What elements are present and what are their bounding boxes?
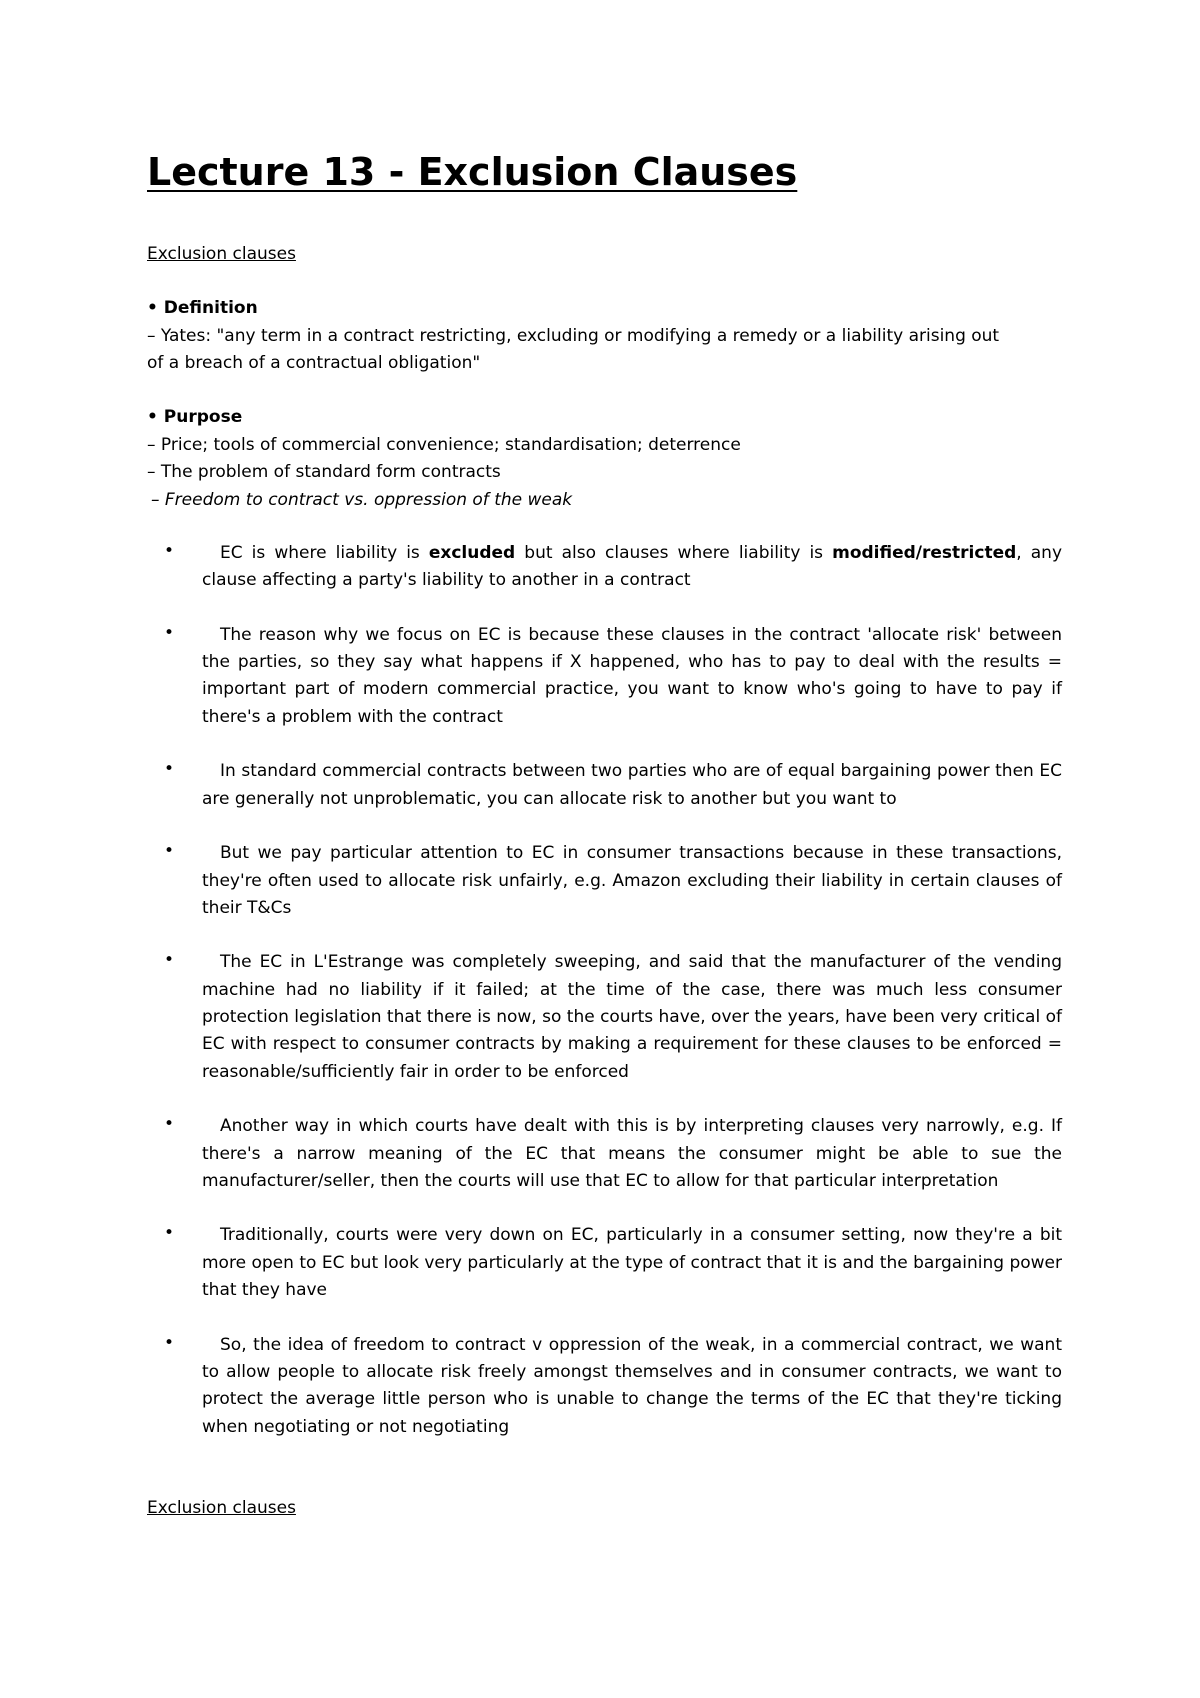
purpose-label: • Purpose	[147, 407, 243, 427]
bullet-icon: •	[164, 841, 175, 862]
list-item	[147, 1113, 1062, 1195]
list-item	[147, 1222, 1062, 1304]
definition-label: • Definition	[147, 298, 258, 318]
definition-block	[147, 295, 1062, 378]
bullet-icon: •	[164, 622, 175, 643]
bullet-icon: •	[164, 1332, 175, 1353]
section-heading-exclusion-clauses: Exclusion clauses	[147, 244, 296, 264]
list-item	[147, 840, 1062, 922]
list-item-text: In standard commercial contracts between two parties who are of equal bargaining power then EC are generally not unproblematic, you can allocate risk to another but you want to	[202, 761, 1062, 809]
bullet-icon: •	[164, 1223, 175, 1244]
bullet-icon: •	[164, 1114, 175, 1135]
list-item-text: Another way in which courts have dealt with this is by interpreting clauses very narrowly, e.g. If there's a narrow meaning of the EC that means the consumer might be able to sue the manufacturer/seller, then the courts will use that EC to allow for that particular interpretation	[202, 1116, 1062, 1191]
purpose-line: – Price; tools of commercial convenience; standardisation; deterrence	[147, 434, 741, 455]
list-item	[147, 758, 1062, 813]
bullet-list	[147, 540, 1062, 1468]
bullet-icon: •	[164, 541, 175, 561]
section-heading-exclusion-clauses-2: Exclusion clauses	[147, 1498, 296, 1518]
list-item-text: Traditionally, courts were very down on EC, particularly in a consumer setting, now they're a bit more open to EC but look very particularly at the type of contract that it is and the bargaining power that they have	[202, 1225, 1062, 1301]
purpose-line: – The problem of standard form contracts	[147, 462, 501, 482]
list-item-text: The reason why we focus on EC is because these clauses in the contract 'allocate risk' between the parties, so they say what happens if X happened, who has to pay to deal with the results = important part of modern commercial practice, you want to know who's going to have to pay if there's a problem with the contract	[202, 624, 1062, 727]
list-item-text: EC is where liability is excluded but also clauses where liability is modified/restricted, any clause affecting a party's liability to another in a contract	[202, 543, 1063, 591]
list-item-text: The EC in L'Estrange was completely sweeping, and said that the manufacturer of the vending machine had no liability if it failed; at the time of the case, there was much less consumer protection legislation that there is now, so the courts have, over the years, have been very critical of EC with respect to consumer contracts by making a requirement for these clauses to be enforced = reasonable/sufficiently fair in order to be enforced	[202, 952, 1062, 1082]
definition-line: – Yates: "any term in a contract restricting, excluding or modifying a remedy or a liability arising out	[147, 325, 1000, 346]
bullet-icon: •	[164, 950, 175, 971]
definition-line: of a breach of a contractual obligation"	[147, 353, 481, 373]
bullet-icon: •	[164, 759, 175, 780]
list-item	[147, 622, 1062, 731]
list-item	[147, 1332, 1062, 1441]
list-item	[147, 949, 1062, 1085]
purpose-block	[147, 404, 1062, 514]
list-item-text: So, the idea of freedom to contract v oppression of the weak, in a commercial contract, we want to allow people to allocate risk freely amongst themselves and in consumer contracts, we want to protect the average little person who is unable to change the terms of the EC that they're ticking when negotiating or not negotiating	[202, 1334, 1062, 1437]
list-item-text: But we pay particular attention to EC in consumer transactions because in these transactions, they're often used to allocate risk unfairly, e.g. Amazon excluding their liability in certain clauses of their T&Cs	[202, 843, 1062, 918]
purpose-line-italic: – Freedom to contract vs. oppression of the weak	[151, 489, 573, 510]
list-item	[147, 540, 1062, 595]
page-title: Lecture 13 - Exclusion Clauses	[147, 150, 798, 194]
